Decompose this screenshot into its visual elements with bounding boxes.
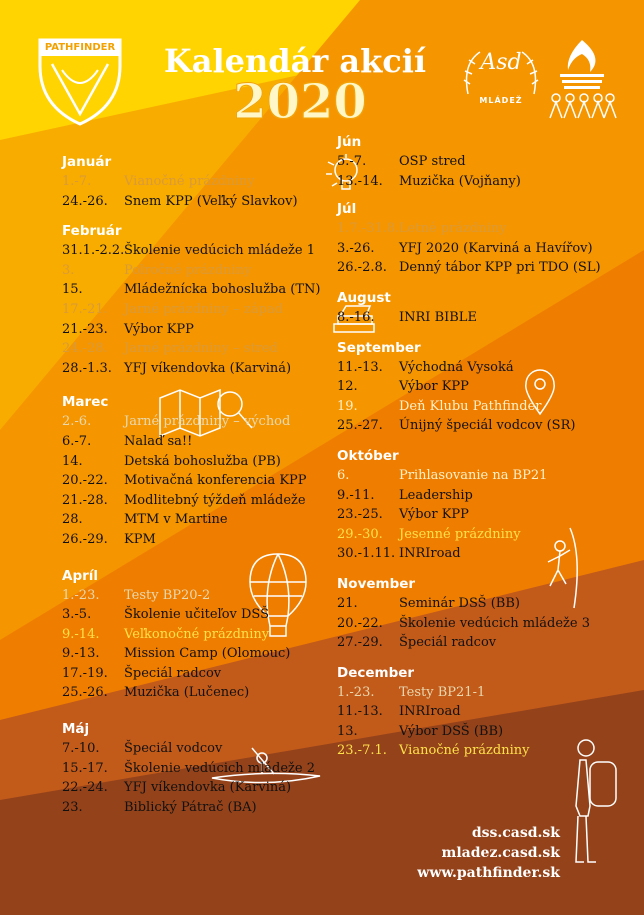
event-name: YFJ 2020 (Karviná a Havířov) [399,240,593,256]
event-name: Výbor KPP [399,379,469,395]
event-date: 29.-30. [337,526,383,542]
event-date: 24.-28. [62,341,108,357]
month-heading: August [337,289,391,306]
event-date: 31.1.-2.2. [62,243,125,259]
event-row [337,722,637,742]
event-name: INRI BIBLE [399,309,477,325]
event-name: Denný tábor KPP pri TDO (SL) [399,260,601,276]
event-date: 1.-23. [62,587,100,603]
event-date: 21.-28. [62,492,108,508]
event-row [337,683,637,703]
event-name: Testy BP21-1 [399,684,486,700]
event-row [337,172,637,192]
event-name: Únijný špeciál vodcov (SR) [399,418,576,434]
event-row [337,702,637,722]
event-row [337,377,637,397]
event-name: Testy BP20-2 [124,587,211,603]
link-pathfinder[interactable]: www.pathfinder.sk [417,865,560,881]
event-row [337,633,637,653]
link-dss[interactable]: dss.casd.sk [471,825,560,841]
event-date: 13. [337,723,358,739]
event-name: Nalaď sa!! [124,433,193,449]
event-date: 11.-13. [337,704,383,720]
event-date: 6.-7. [62,433,92,449]
month-heading: Marec [62,394,109,411]
event-name: Mládežnícka bohoslužba (TN) [124,282,321,298]
month-heading: Apríl [62,567,99,584]
event-name: Špeciál vodcov [124,741,223,757]
month-heading: Jún [337,134,362,150]
event-name: Muzička (Vojňany) [399,173,521,189]
event-name: Motivačná konferencia KPP [124,473,307,489]
month-heading: Január [62,154,112,170]
event-name: Snem KPP (Veľký Slavkov) [124,193,298,209]
event-name: Jarné prázdniny – západ [124,301,283,317]
event-row [337,486,637,506]
event-name: Špeciál radcov [124,665,222,681]
event-name: Východná Vysoká [399,359,514,375]
event-name: Jesenné prázdniny [399,526,521,542]
event-name: Jarné prázdniny – východ [124,414,291,430]
event-date: 15. [62,282,83,298]
asd-text: Asd [480,50,522,75]
event-date: 20.-22. [62,473,108,489]
event-name: YFJ víkendovka (Karviná) [124,780,292,796]
month-heading: November [337,575,416,592]
event-date: 21. [337,595,358,611]
event-row [337,258,637,278]
event-date: 7.-10. [62,741,100,757]
event-name: Špeciál radcov [399,635,497,651]
event-date: 25.-27. [337,418,383,434]
event-name: Školenie učiteľov DSŠ [124,607,270,623]
event-name: Biblický Pátrač (BA) [124,799,257,815]
event-row [337,544,637,564]
event-row [337,397,637,417]
event-name: Polročné prázdniny [124,262,252,278]
event-name: Vianočné prázdniny [124,174,255,189]
event-date: 6. [337,467,350,483]
event-date: 30.-1.11. [337,546,396,562]
event-name: Školenie vedúcich mládeže 3 [399,615,590,631]
event-name: Jarné prázdniny – stred [124,341,278,357]
event-date: 23.-25. [337,507,383,523]
event-row [337,594,637,614]
link-mladez[interactable]: mladez.casd.sk [441,845,560,861]
event-date: 20.-22. [337,615,383,631]
event-date: 9.-13. [62,646,100,662]
event-date: 5.-7. [337,154,367,169]
event-date: 21.-23. [62,321,108,337]
event-name: Detská bohoslužba (PB) [124,453,281,469]
event-date: 3.-26. [337,240,375,256]
event-name: INRIroad [399,704,461,720]
event-name: Výbor KPP [399,507,469,523]
event-name: Prihlasovanie na BP21 [399,467,548,483]
event-date: 28. [62,512,83,528]
event-date: 17.-21. [62,301,108,317]
month-heading: Február [62,223,122,240]
event-name: Letné prázdniny [399,221,507,237]
event-row [337,525,637,545]
event-name: Výbor KPP [124,321,194,337]
event-date: 2.-6. [62,414,92,430]
event-date: 25.-26. [62,685,108,701]
year-title: 2020 [233,74,367,130]
event-name: Vianočné prázdniny [399,743,530,759]
event-date: 12. [337,379,358,395]
event-date: 26.-29. [62,531,108,547]
event-name: INRIroad [399,546,461,562]
event-date: 3. [62,262,75,278]
event-name: Modlitebný týždeň mládeže [124,492,306,508]
event-name: Školenie vedúcich mládeže 2 [124,760,315,776]
event-date: 1.-7. [62,174,92,189]
event-name: Školenie vedúcich mládeže 1 [124,243,315,259]
event-date: 22.-24. [62,780,108,796]
event-name: OSP stred [399,154,466,169]
event-row [337,466,637,486]
event-date: 9.-11. [337,487,375,503]
event-row [337,152,637,172]
mladez-text: MLÁDEŽ [479,96,523,105]
event-name: Mission Camp (Olomouc) [124,646,291,662]
event-row [337,505,637,525]
event-date: 17.-19. [62,665,108,681]
event-date: 23.-7.1. [337,743,387,759]
event-date: 19. [337,398,358,414]
event-date: 23. [62,799,83,815]
event-date: 27.-29. [337,635,383,651]
logo-text: PATHFINDER [44,42,116,53]
month-heading: Júl [337,201,357,218]
event-date: 3.-5. [62,607,92,623]
event-name: YFJ víkendovka (Karviná) [124,360,292,376]
event-date: 14. [62,453,83,469]
event-date: 8.-16. [337,309,375,325]
event-name: Deň Klubu Pathfinder [399,398,542,414]
event-row [337,308,637,328]
month-heading: December [337,664,415,681]
event-name: Seminár DSŠ (BB) [399,595,520,611]
event-row [337,358,637,378]
month-heading: Máj [62,721,90,738]
month-heading: September [337,339,421,356]
event-date: 28.-1.3. [62,360,112,376]
event-name: Výbor DSŠ (BB) [399,723,504,739]
event-name: Veľkonočné prázdniny [124,626,270,642]
event-date: 11.-13. [337,359,383,375]
event-row [337,219,637,239]
right-column [337,132,637,761]
month-heading: Október [337,447,399,464]
event-row [337,614,637,634]
event-date: 13.-14. [337,173,383,189]
event-date: 15.-17. [62,760,108,776]
event-row [337,416,637,436]
event-row [337,239,637,259]
event-row [337,741,637,761]
event-date: 1.7.-31.8. [337,221,400,237]
event-name: Muzička (Lučenec) [124,685,250,701]
event-name: MTM v Martine [124,512,228,528]
page-title: Kalendár akcií [163,42,427,80]
event-date: 1.-23. [337,684,375,700]
event-name: KPM [124,531,156,547]
event-name: Leadership [399,487,473,503]
event-date: 24.-26. [62,193,108,209]
event-date: 26.-2.8. [337,260,387,276]
event-date: 9.-14. [62,626,100,642]
website-links [400,823,560,883]
